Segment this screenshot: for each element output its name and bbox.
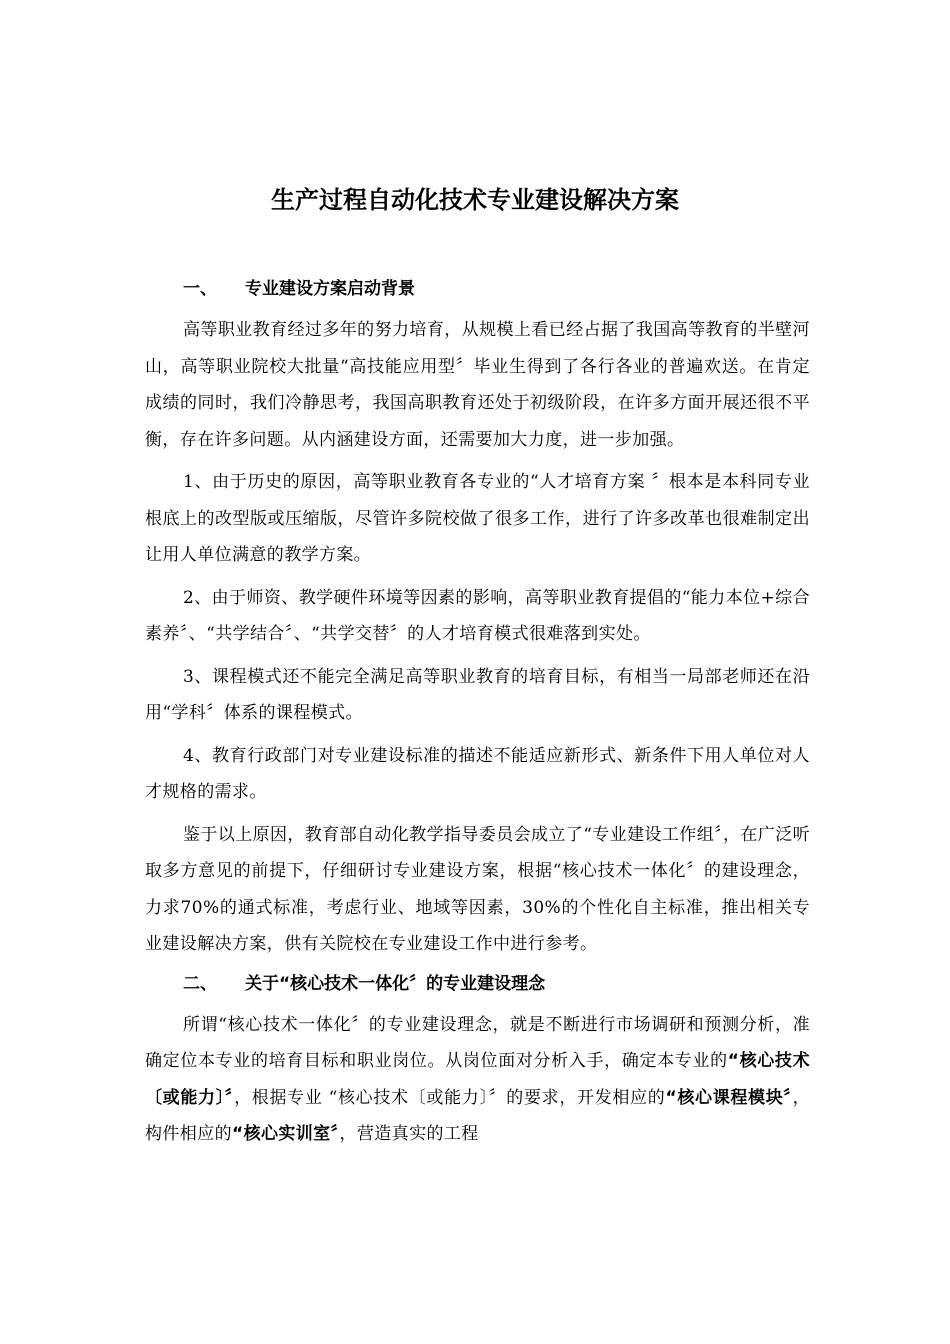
paragraph: 3、课程模式还不能完全满足高等职业教育的培育目标，有相当一局部老师还在沿用“学科〞体系的课程模式。 xyxy=(145,666,810,723)
section-number: 一、 xyxy=(183,279,217,299)
text-run: ，营造真实的工程 xyxy=(339,1124,479,1144)
paragraph: 2、由于师资、教学硬件环境等因素的影响，高等职业教育提倡的“能力本位+综合素养〞、“共学结合〞、“共学交替〞的人才培育模式很难落到实处。 xyxy=(145,587,810,644)
section-number: 二、 xyxy=(183,973,217,994)
section-heading-1 xyxy=(183,274,810,304)
document-title: 生产过程自动化技术专业建设解决方案 xyxy=(271,186,679,214)
paragraph: 4、教育行政部门对专业建设标准的描述不能适应新形式、新条件下用人单位对人才规格的需求。 xyxy=(145,745,810,802)
document-body xyxy=(145,274,810,1159)
bold-term: “核心课程模块〞 xyxy=(665,1087,793,1108)
text-run: 所谓“核心技术一体化〞的专业建设理念，就是不断进行市场调研和预测分析，准确定位本专业的培育目标和职业岗位。从岗位面对分析入手，确定本专业的 xyxy=(145,1014,810,1071)
paragraph xyxy=(145,1007,810,1153)
text-run: ，根据专业 “核心技术〔或能力〕〞的要求，开发相应的 xyxy=(234,1087,666,1108)
paragraph: 鉴于以上原因，教育部自动化教学指导委员会成立了“专业建设工作组〞，在广泛听取多方意见的前提下，仔细研讨专业建设方案，根据“核心技术一体化〞的建设理念，力求70%的通式标准，考虑行业、地域等因素，30%的个性化自主标准，推出相关专业建设解决方案，供有关院校在专业建设工作中进行参考。 xyxy=(145,824,810,954)
bold-term: “核心实训室〞 xyxy=(232,1124,340,1144)
paragraph: 高等职业教育经过多年的努力培育，从规模上看已经占据了我国高等教育的半壁河山，高等职业院校大批量“高技能应用型〞毕业生得到了各行各业的普遍欢送。在肯定成绩的同时，我们冷静思考，我国高职教育还处于初级阶段，在许多方面开展还很不平衡，存在许多问题。从内涵建设方面，还需要加大力度，进一步加强。 xyxy=(145,320,810,450)
section-heading-2 xyxy=(183,969,810,999)
bold-term: “核心技术〔或能力〕〞 xyxy=(145,1051,810,1108)
text-run: ，构件相应的 xyxy=(145,1087,811,1144)
paragraph: 1、由于历史的原因，高等职业教育各专业的“人才培育方案 〞根本是本科同专业根底上的改型版或压缩版，尽管许多院校做了很多工作，进行了许多改革也很难制定出让用人单位满意的教学方案。 xyxy=(145,472,810,565)
section-heading-text: 专业建设方案启动背景 xyxy=(245,279,415,299)
section-heading-text: 关于“核心技术一体化〞的专业建设理念 xyxy=(245,973,546,994)
